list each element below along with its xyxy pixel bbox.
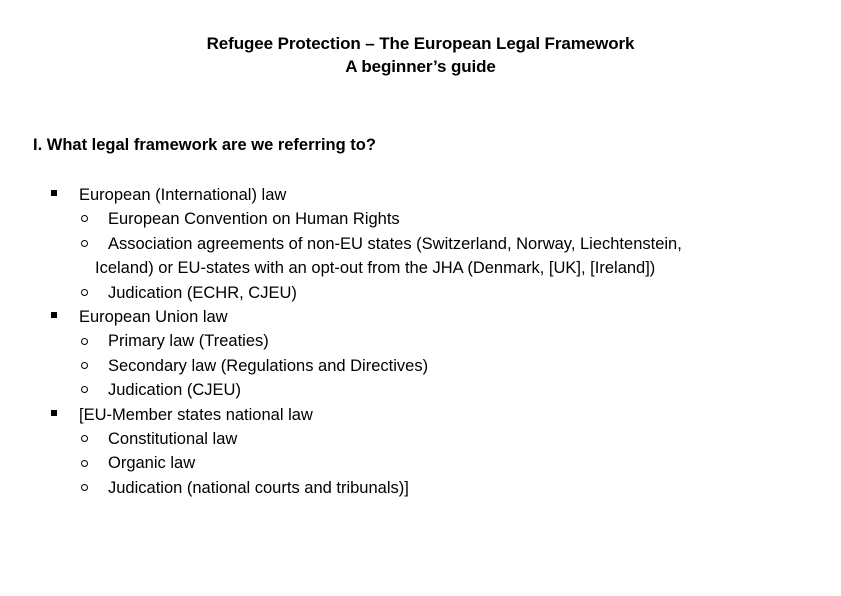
- list-item-level1: [0, 403, 841, 427]
- hollow-circle-bullet-icon: [81, 354, 88, 378]
- hollow-circle-bullet-icon: [81, 427, 88, 451]
- hollow-circle-bullet-icon: [81, 232, 88, 256]
- title-line-1: Refugee Protection – The European Legal Framework: [206, 34, 635, 53]
- list-item-level2: [0, 354, 841, 378]
- section-heading: I. What legal framework are we referring to?: [33, 136, 376, 154]
- list-item-label: European Convention on Human Rights: [108, 210, 400, 229]
- list-item-level2: [0, 281, 841, 305]
- filled-square-bullet-icon: [51, 403, 57, 427]
- list-item-label: Organic law: [108, 454, 196, 473]
- list-item-label: [EU-Member states national law: [79, 405, 313, 424]
- list-item-level2: [0, 232, 841, 281]
- list-item-label: European (International) law: [79, 186, 287, 204]
- list-item-label: Judication (national courts and tribunals)]: [108, 478, 409, 497]
- filled-square-bullet-icon: [51, 183, 57, 207]
- list-item-level2: [0, 476, 841, 500]
- list-item-label-line2: Iceland) or EU-states with an opt-out from the JHA (Denmark, [UK], [Ireland]): [95, 259, 656, 278]
- list-item-level1: [0, 183, 841, 207]
- list-item-level2: [0, 378, 841, 402]
- list-item-level1: [0, 305, 841, 329]
- list-item-label: European Union law: [79, 308, 228, 327]
- list-item-label-line1: Association agreements of non-EU states (Switzerland, Norway, Liechtenstein,: [108, 234, 682, 253]
- list-item-label: Judication (CJEU): [108, 381, 241, 400]
- list-item-level2: [0, 207, 841, 231]
- list-item-level2: [0, 451, 841, 475]
- hollow-circle-bullet-icon: [81, 207, 88, 231]
- hollow-circle-bullet-icon: [81, 378, 88, 402]
- list-item-label: Judication (ECHR, CJEU): [108, 283, 297, 302]
- list-item-label: Primary law (Treaties): [108, 332, 269, 351]
- list-item-level2: [0, 427, 841, 451]
- title-line-2: A beginner’s guide: [345, 56, 496, 76]
- list-item-level2: [0, 329, 841, 353]
- filled-square-bullet-icon: [51, 305, 57, 329]
- list-item-label: Constitutional law: [108, 430, 238, 449]
- hollow-circle-bullet-icon: [81, 281, 88, 305]
- hollow-circle-bullet-icon: [81, 451, 88, 475]
- outline-list: [0, 183, 841, 500]
- hollow-circle-bullet-icon: [81, 476, 88, 500]
- list-item-label: [95, 232, 841, 281]
- list-item-label: Secondary law (Regulations and Directives): [108, 356, 429, 375]
- slide-title: [0, 33, 841, 78]
- hollow-circle-bullet-icon: [81, 329, 88, 353]
